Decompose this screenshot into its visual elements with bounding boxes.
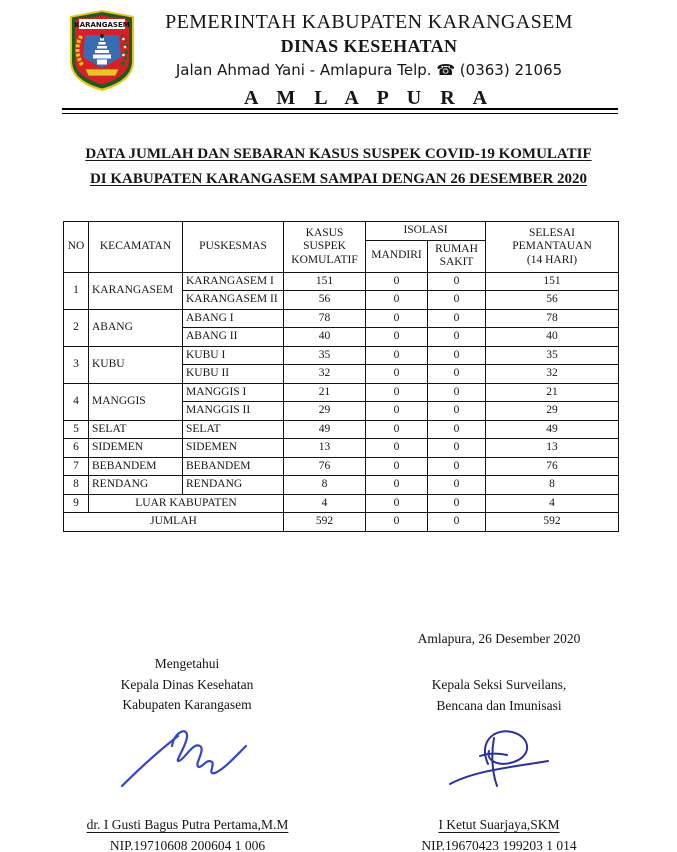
cell-value: 56 bbox=[486, 291, 619, 310]
cell-puskesmas: KARANGASEM II bbox=[183, 291, 284, 310]
cell-no: 7 bbox=[64, 457, 89, 476]
right-title-line2: Bencana dan Imunisasi bbox=[436, 697, 562, 713]
table-row bbox=[64, 476, 619, 495]
cell-value: 0 bbox=[428, 346, 486, 365]
department-name: DINAS KESEHATAN bbox=[280, 36, 458, 56]
cell-kecamatan: MANGGIS bbox=[89, 383, 183, 420]
cell-value: 0 bbox=[428, 365, 486, 384]
letterhead bbox=[138, 11, 600, 110]
cell-value: 8 bbox=[284, 476, 366, 495]
cell-puskesmas: KARANGASEM I bbox=[183, 272, 284, 291]
table-body bbox=[64, 272, 619, 531]
left-title-line: Kepala Dinas Kesehatan bbox=[120, 676, 254, 692]
cell-kecamatan: ABANG bbox=[89, 309, 183, 346]
cell-value: 0 bbox=[366, 328, 428, 347]
cell-no: 1 bbox=[64, 272, 89, 309]
cell-value: 151 bbox=[486, 272, 619, 291]
col-header-no: NO bbox=[64, 222, 89, 273]
cell-no: 3 bbox=[64, 346, 89, 383]
cell-value: 32 bbox=[284, 365, 366, 384]
cell-merged-label: LUAR KABUPATEN bbox=[89, 494, 284, 513]
cell-kecamatan: KARANGASEM bbox=[89, 272, 183, 309]
cell-kecamatan: BEBANDEM bbox=[89, 457, 183, 476]
cell-total-value: 592 bbox=[284, 513, 366, 532]
cell-no: 4 bbox=[64, 383, 89, 420]
cell-value: 0 bbox=[428, 291, 486, 310]
cell-value: 35 bbox=[284, 346, 366, 365]
logo-text: KARANGASEM bbox=[74, 21, 130, 29]
cell-value: 0 bbox=[428, 272, 486, 291]
col-header-selesai: SELESAI PEMANTAUAN (14 HARI) bbox=[486, 222, 619, 273]
cell-value: 0 bbox=[366, 402, 428, 421]
cell-value: 56 bbox=[284, 291, 366, 310]
cell-value: 49 bbox=[486, 420, 619, 439]
cell-no: 8 bbox=[64, 476, 89, 495]
cell-kecamatan: RENDANG bbox=[89, 476, 183, 495]
cell-value: 0 bbox=[428, 328, 486, 347]
phone-icon: ☎ bbox=[436, 61, 456, 79]
table-header bbox=[64, 222, 619, 273]
cell-value: 4 bbox=[284, 494, 366, 513]
cell-value: 0 bbox=[428, 420, 486, 439]
cell-value: 0 bbox=[366, 476, 428, 495]
cell-value: 0 bbox=[366, 309, 428, 328]
table-row bbox=[64, 457, 619, 476]
cell-value: 0 bbox=[428, 494, 486, 513]
cell-value: 0 bbox=[428, 457, 486, 476]
cell-value: 21 bbox=[284, 383, 366, 402]
right-signatory-name-block bbox=[378, 815, 620, 852]
col-header-mandiri: MANDIRI bbox=[366, 240, 428, 272]
cell-puskesmas: RENDANG bbox=[183, 476, 284, 495]
mengetahui-label: Mengetahui bbox=[154, 656, 220, 671]
cell-value: 4 bbox=[486, 494, 619, 513]
cell-value: 0 bbox=[366, 494, 428, 513]
cell-value: 0 bbox=[428, 383, 486, 402]
cell-value: 78 bbox=[284, 309, 366, 328]
cell-no: 2 bbox=[64, 309, 89, 346]
table-row bbox=[64, 272, 619, 291]
city-name: A M L A P U R A bbox=[243, 87, 495, 109]
right-signatory-nip: NIP.19670423 199203 1 014 bbox=[421, 837, 577, 852]
cell-value: 151 bbox=[284, 272, 366, 291]
right-signatory-name: I Ketut Suarjaya,SKM bbox=[438, 817, 560, 832]
cell-value: 76 bbox=[284, 457, 366, 476]
signature-left bbox=[116, 722, 266, 807]
cell-value: 0 bbox=[366, 291, 428, 310]
cell-puskesmas: KUBU II bbox=[183, 365, 284, 384]
phone-number: (0363) 21065 bbox=[459, 61, 563, 79]
cell-no: 5 bbox=[64, 420, 89, 439]
cell-value: 49 bbox=[284, 420, 366, 439]
cell-value: 40 bbox=[486, 328, 619, 347]
cell-value: 29 bbox=[486, 402, 619, 421]
table-row bbox=[64, 513, 619, 532]
cell-value: 0 bbox=[366, 420, 428, 439]
table-row bbox=[64, 439, 619, 458]
col-header-puskesmas: PUSKESMAS bbox=[183, 222, 284, 273]
cell-kecamatan: SIDEMEN bbox=[89, 439, 183, 458]
col-header-rumah-sakit: RUMAH SAKIT bbox=[428, 240, 486, 272]
cell-puskesmas: MANGGIS II bbox=[183, 402, 284, 421]
cell-value: 32 bbox=[486, 365, 619, 384]
cell-value: 0 bbox=[428, 402, 486, 421]
cell-total-value: 0 bbox=[428, 513, 486, 532]
data-table bbox=[63, 221, 619, 532]
left-title-line2: Kabupaten Karangasem bbox=[122, 697, 252, 712]
title-line-1: DATA JUMLAH DAN SEBARAN KASUS SUSPEK COVID-19 KOMULATIF bbox=[85, 146, 592, 162]
table-row bbox=[64, 346, 619, 365]
cell-total-label: JUMLAH bbox=[64, 513, 284, 532]
cell-value: 0 bbox=[428, 309, 486, 328]
signature-right bbox=[436, 722, 561, 802]
cell-puskesmas: BEBANDEM bbox=[183, 457, 284, 476]
cell-value: 40 bbox=[284, 328, 366, 347]
cell-kecamatan: SELAT bbox=[89, 420, 183, 439]
cell-puskesmas: SIDEMEN bbox=[183, 439, 284, 458]
cell-kecamatan: KUBU bbox=[89, 346, 183, 383]
cell-value: 13 bbox=[486, 439, 619, 458]
logo-scroll bbox=[85, 69, 119, 76]
cell-value: 0 bbox=[366, 439, 428, 458]
cell-value: 0 bbox=[366, 346, 428, 365]
cell-value: 29 bbox=[284, 402, 366, 421]
cell-total-value: 0 bbox=[366, 513, 428, 532]
cell-puskesmas: ABANG II bbox=[183, 328, 284, 347]
cell-no: 9 bbox=[64, 494, 89, 513]
government-name: PEMERINTAH KABUPATEN KARANGASEM bbox=[165, 11, 573, 33]
address-line bbox=[138, 61, 600, 79]
karangasem-emblem bbox=[66, 9, 138, 93]
cell-puskesmas: KUBU I bbox=[183, 346, 284, 365]
col-header-kecamatan: KECAMATAN bbox=[89, 222, 183, 273]
col-header-kasus: KASUS SUSPEK KOMULATIF bbox=[284, 222, 366, 273]
cell-value: 0 bbox=[428, 439, 486, 458]
cell-puskesmas: SELAT bbox=[183, 420, 284, 439]
cell-value: 76 bbox=[486, 457, 619, 476]
header-rule bbox=[62, 108, 618, 114]
cell-value: 13 bbox=[284, 439, 366, 458]
right-signatory-block bbox=[380, 675, 618, 716]
cell-value: 0 bbox=[428, 476, 486, 495]
table-row bbox=[64, 309, 619, 328]
cell-value: 21 bbox=[486, 383, 619, 402]
table-row bbox=[64, 383, 619, 402]
cell-value: 8 bbox=[486, 476, 619, 495]
date-line: Amlapura, 26 Desember 2020 bbox=[417, 631, 581, 646]
cell-no: 6 bbox=[64, 439, 89, 458]
cell-puskesmas: MANGGIS I bbox=[183, 383, 284, 402]
left-signatory-block bbox=[58, 654, 316, 716]
cell-value: 0 bbox=[366, 457, 428, 476]
right-title-line: Kepala Seksi Surveilans, bbox=[431, 677, 567, 692]
address-text: Jalan Ahmad Yani - Amlapura Telp. bbox=[175, 61, 432, 79]
left-signatory-name-block bbox=[40, 815, 335, 852]
left-signatory-nip: NIP.19710608 200604 1 006 bbox=[109, 837, 266, 852]
cell-value: 0 bbox=[366, 383, 428, 402]
cell-total-value: 592 bbox=[486, 513, 619, 532]
table-row bbox=[64, 420, 619, 439]
table-row bbox=[64, 494, 619, 513]
cell-puskesmas: ABANG I bbox=[183, 309, 284, 328]
cell-value: 78 bbox=[486, 309, 619, 328]
title-line-2: DI KABUPATEN KARANGASEM SAMPAI DENGAN 26 DESEMBER 2020 bbox=[89, 170, 588, 187]
col-header-isolasi: ISOLASI bbox=[366, 222, 486, 241]
document-title bbox=[0, 142, 677, 191]
cell-value: 0 bbox=[366, 272, 428, 291]
cell-value: 0 bbox=[366, 365, 428, 384]
left-signatory-name: dr. I Gusti Bagus Putra Pertama,M.M bbox=[86, 817, 289, 832]
cell-value: 35 bbox=[486, 346, 619, 365]
